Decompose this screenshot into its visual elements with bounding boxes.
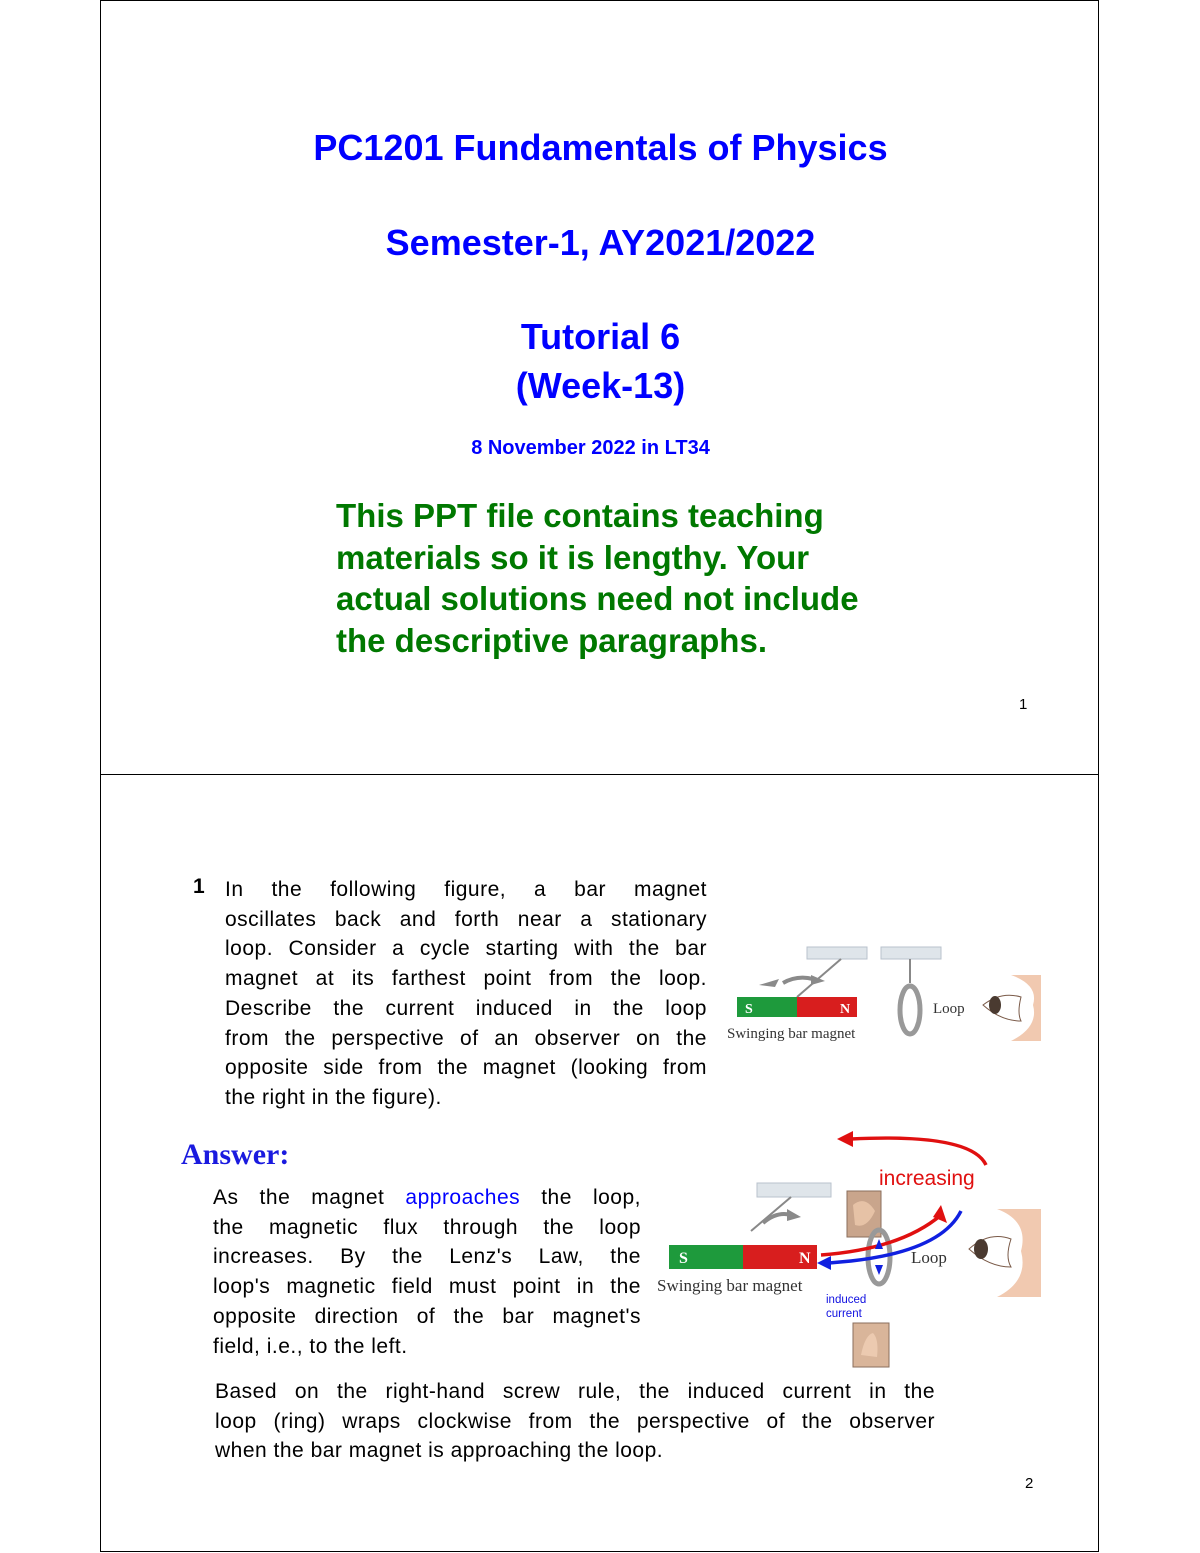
swing-arc-icon [783,978,813,983]
note-line: the descriptive paragraphs. [336,621,767,659]
loop-label: Loop [911,1248,947,1267]
swinging-magnet-figure [721,935,1041,1045]
observer-eye-icon [983,975,1041,1041]
answer-heading: Answer: [181,1138,290,1171]
slide-2 [100,774,1099,1552]
conclusion-line: Based on the right-hand screw rule, the induced current in the [215,1380,935,1403]
figure-caption: Swinging bar magnet [727,1026,856,1042]
question-line: In the following figure, a bar magnet [225,878,707,901]
induced-label: induced [826,1294,867,1306]
question-line: loop. Consider a cycle starting with the bar [225,937,707,961]
course-title: PC1201 Fundamentals of Physics [313,127,888,168]
s-label: S [745,1002,753,1017]
blue-field-arrowhead-icon [817,1256,831,1270]
slide-1 [100,0,1099,776]
answer-line: As the magnet approaches the loop, [213,1186,641,1209]
top-red-arc-arrow [851,1138,986,1165]
swing-arc-icon [763,1214,791,1223]
question-line: Describe the current induced in the loop [225,996,707,1020]
question-line: from the perspective of an observer on the [225,1026,707,1050]
conclusion-text [215,1377,935,1466]
note-line: This PPT file contains teaching [336,497,824,534]
page-number: 1 [1019,696,1028,713]
note-block [336,495,956,661]
answer-line: the magnetic flux through the loop [213,1215,641,1239]
observer-eye-icon [969,1209,1041,1297]
loop-label: Loop [933,1001,965,1017]
answer-text [213,1183,641,1361]
magnet-support-bracket [807,947,867,959]
s-label: S [679,1250,688,1267]
wire-loop [900,986,920,1034]
magnet-support-bracket [757,1183,831,1197]
conclusion-line: loop (ring) wraps clockwise from the perspective of the observer [215,1409,935,1433]
question-number: 1 [193,875,205,898]
conclusion-line: when the bar magnet is approaching the loop. [215,1439,664,1463]
swing-arrow-left-icon [759,979,779,987]
current-label: current [826,1308,862,1320]
tutorial-title: Tutorial 6 [520,316,681,357]
question-text [225,875,707,1113]
question-line: the right in the figure). [225,1085,442,1109]
increasing-label: increasing [879,1167,975,1190]
question-line: opposite side from the magnet (looking from [225,1056,707,1080]
note-line: actual solutions need not include [336,580,859,617]
week-title: (Week-13) [515,365,686,406]
answer-line: field, i.e., to the left. [213,1334,408,1358]
question-line: magnet at its farthest point from the loop. [225,967,707,991]
answer-line: increases. By the Lenz's Law, the [213,1245,641,1269]
semester-title: Semester-1, AY2021/2022 [385,222,816,263]
approaches-highlight: approaches [405,1186,521,1209]
figure-caption: Swinging bar magnet [657,1276,803,1295]
answer-line: opposite direction of the bar magnet's [213,1304,641,1328]
swing-arrow-right-icon [811,975,825,985]
current-arrow-down-icon [875,1265,883,1275]
top-red-arrowhead-icon [837,1131,853,1147]
n-label: N [840,1002,851,1017]
page-number: 2 [1025,1475,1034,1492]
n-label: N [799,1250,811,1267]
lenz-law-figure [651,1125,1041,1375]
date-location: 8 November 2022 in LT34 [471,437,710,459]
answer-line: loop's magnetic field must point in the [213,1275,641,1299]
loop-support-bracket [881,947,941,959]
note-line: materials so it is lengthy. Your [336,538,810,576]
swing-arrow-icon [787,1209,801,1221]
question-line: oscillates back and forth near a stationary [225,907,707,931]
